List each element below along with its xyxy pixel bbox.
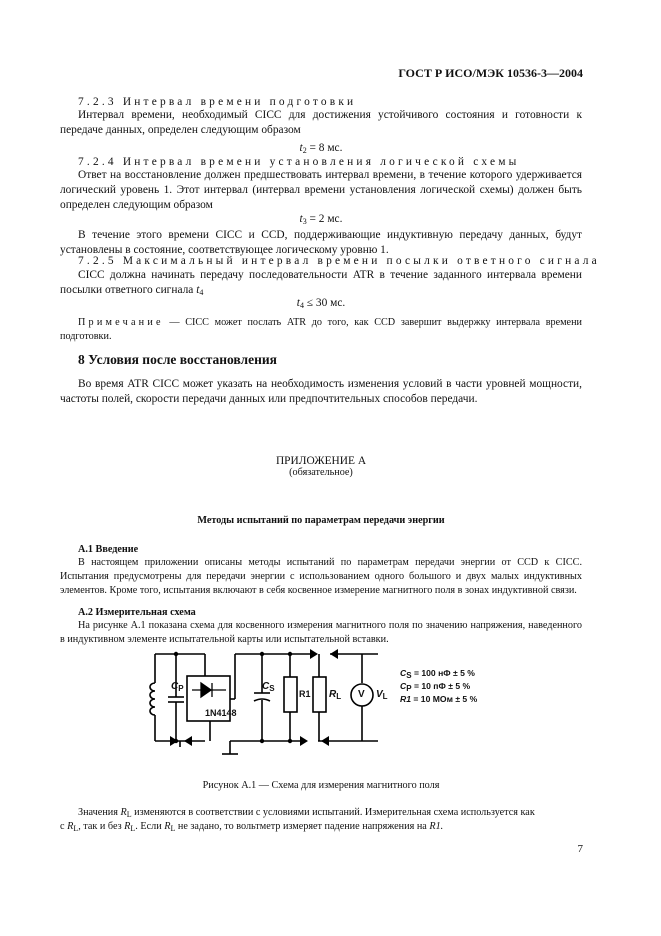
annex-subtitle: Методы испытаний по параметрам передачи энергии	[197, 515, 445, 526]
label-vl: $V_L$	[376, 689, 388, 701]
a2-text: На рисунке А.1 показана схема для косвенного измерения магнитного поля по значению напряжения, наведенного в индуктивном элементе испытательной карты или испытательной вставки.	[60, 620, 582, 645]
formula-t4: $t_4 \le 30$ мс.	[296, 297, 346, 310]
label-r1: R1	[299, 689, 311, 699]
label-cp: $C_P$	[171, 681, 184, 693]
standard-header: ГОСТ Р ИСО/МЭК 10536-3—2004	[398, 66, 583, 80]
spec-cs: $C_S = 100$ нФ ± 5 %	[400, 668, 475, 680]
closing-text-line2: с $R_L$, так и без $R_L$. Если $R_L$ не задано, то вольтметр измеряет падение напряжения на R1.	[60, 821, 444, 833]
section-7-2-5-text: CICC должна начинать передачу последовательности ATR в течение заданного интервала времени посылки ответного сигнала $t_4$	[60, 269, 582, 297]
page-number: 7	[577, 843, 583, 855]
label-v: V	[358, 689, 365, 700]
formula-t3: $t_3 = 2$ мс.	[299, 213, 343, 226]
label-rl: $R_L$	[329, 689, 342, 701]
closing-text: Значения $R_L$ изменяются в соответствии с условиями испытаний. Измерительная схема используется как	[78, 807, 535, 819]
label-diode: 1N4148	[205, 708, 237, 718]
spec-cp: $C_P = 10$ пФ ± 5 %	[400, 681, 471, 693]
a1-heading: А.1 Введение	[78, 544, 139, 555]
section-7-2-3-text: Интервал времени, необходимый CICC для достижения устойчивого состояния и готовности к передаче данных, определен следующим образом	[60, 109, 582, 136]
section-7-2-4-text: Ответ на восстановление должен предшествовать интервал времени, в течение которого удерживается логический уровень 1. Этот интервал (интервал времени установления логической схемы) должен быть определен следующим образом	[60, 169, 582, 211]
note: Примечание — CICC может послать ATR до того, как CCD завершит выдержку интервала времени подготовки.	[60, 317, 582, 342]
label-cs: $C_S$	[262, 681, 275, 693]
annex-title: ПРИЛОЖЕНИЕ А	[275, 455, 367, 467]
section-7-2-4-text2: В течение этого времени CICC и CCD, поддерживающие индуктивную передачу данных, будут установлены в состояние, соответствующее логическому уровню 1.	[60, 229, 582, 256]
figure-caption: Рисунок А.1 — Схема для измерения магнитного поля	[202, 780, 440, 791]
section-7-2-4-heading: 7.2.4 Интервал времени установления логической схемы	[78, 156, 520, 168]
annex-status: (обязательное)	[289, 467, 353, 478]
a1-text: В настоящем приложении описаны методы испытаний по параметрам передачи энергии от CCD к CICC. Испытания предусмотрены для передачи энергии с использованием одного большого и двух малых индуктивных элементов. Кроме того, испытания включают в себя косвенное измерение магнитного поля в зонах индуктивной связи.	[60, 557, 582, 596]
section-8-title: 8 Условия после восстановления	[78, 352, 277, 367]
section-7-2-5-heading: 7.2.5 Максимальный интервал времени посылки ответного сигнала	[78, 255, 600, 267]
component-specs	[400, 667, 477, 706]
spec-r1: R1 = 10 МОм ± 5 %	[400, 694, 478, 704]
a2-heading: А.2 Измерительная схема	[78, 607, 196, 618]
formula-t2: $t_2 = 8$ мс.	[299, 142, 343, 155]
section-7-2-3-heading: 7.2.3 Интервал времени подготовки	[78, 96, 357, 108]
section-8-text: Во время ATR CICC может указать на необходимость изменения условий в части уровней мощности, частоты полей, скорости передачи данных или предпочтительных способов передачи.	[60, 378, 582, 405]
